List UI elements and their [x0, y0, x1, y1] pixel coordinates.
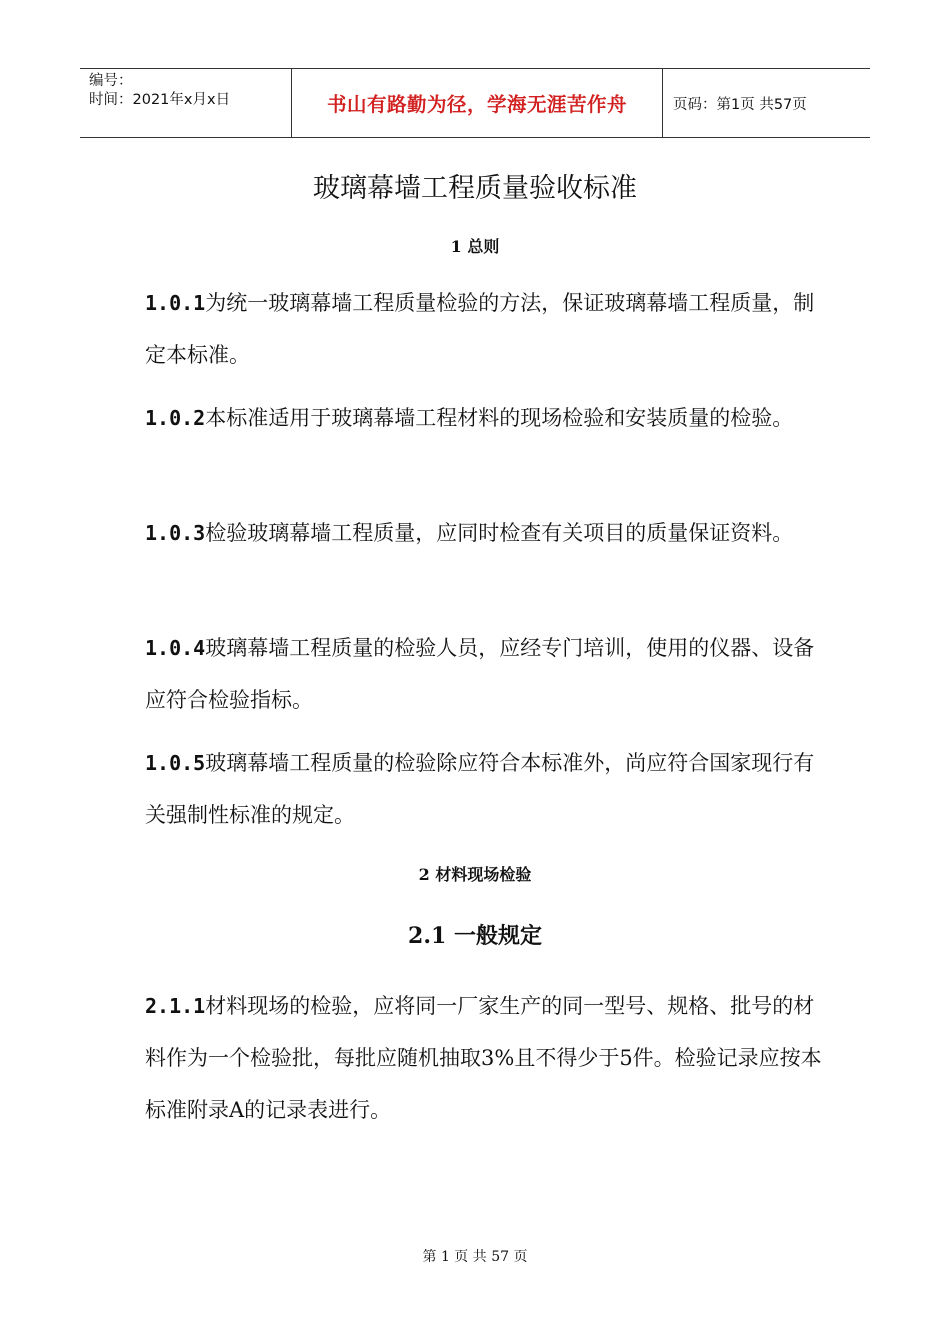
section-heading-2: 2 材料现场检验 — [418, 865, 532, 884]
clause-text: 检验玻璃幕墙工程质量，应同时检查有关项目的质量保证资料。 — [205, 521, 794, 545]
header-page-cell — [663, 69, 870, 137]
paragraph-1-0-4 — [145, 622, 825, 726]
clause-number: 1.0.4 — [145, 636, 206, 660]
page-header — [80, 68, 870, 138]
header-motto: 书山有路勤为径，学海无涯苦作舟 — [326, 93, 627, 116]
document-date: 时间：2021年x月x日 — [89, 92, 231, 108]
header-page-info: 页码：第1页 共57页 — [673, 96, 807, 113]
document-title: 玻璃幕墙工程质量验收标准 — [313, 173, 637, 204]
paragraph-1-0-3 — [145, 507, 825, 559]
subsection-heading-2-1: 2.1 一般规定 — [408, 923, 542, 949]
clause-text: 玻璃幕墙工程质量的检验除应符合本标准外，尚应符合国家现行有关强制性标准的规定。 — [145, 751, 815, 827]
header-meta — [80, 69, 291, 137]
clause-text: 玻璃幕墙工程质量的检验人员，应经专门培训，使用的仪器、设备应符合检验指标。 — [145, 636, 815, 712]
clause-text: 材料现场的检验，应将同一厂家生产的同一型号、规格、批号的材料作为一个检验批，每批应随机抽取3%且不得少于5件。检验记录应按本标准附录A的记录表进行。 — [145, 994, 822, 1122]
page-footer: 第 1 页 共 57 页 — [422, 1249, 528, 1265]
clause-text: 为统一玻璃幕墙工程质量检验的方法，保证玻璃幕墙工程质量，制定本标准。 — [145, 291, 815, 367]
paragraph-1-0-1 — [145, 277, 825, 381]
clause-number: 1.0.3 — [145, 521, 206, 545]
document-number-label: 编号： — [89, 73, 133, 89]
clause-number: 2.1.1 — [145, 994, 206, 1018]
paragraph-2-1-1 — [145, 980, 835, 1136]
clause-number: 1.0.2 — [145, 406, 206, 430]
clause-number: 1.0.5 — [145, 751, 206, 775]
paragraph-1-0-2 — [145, 392, 825, 444]
header-motto-cell — [291, 69, 663, 137]
clause-number: 1.0.1 — [145, 291, 206, 315]
clause-text: 本标准适用于玻璃幕墙工程材料的现场检验和安装质量的检验。 — [205, 406, 794, 430]
paragraph-1-0-5 — [145, 737, 825, 841]
section-heading-1: 1 总则 — [450, 237, 500, 256]
